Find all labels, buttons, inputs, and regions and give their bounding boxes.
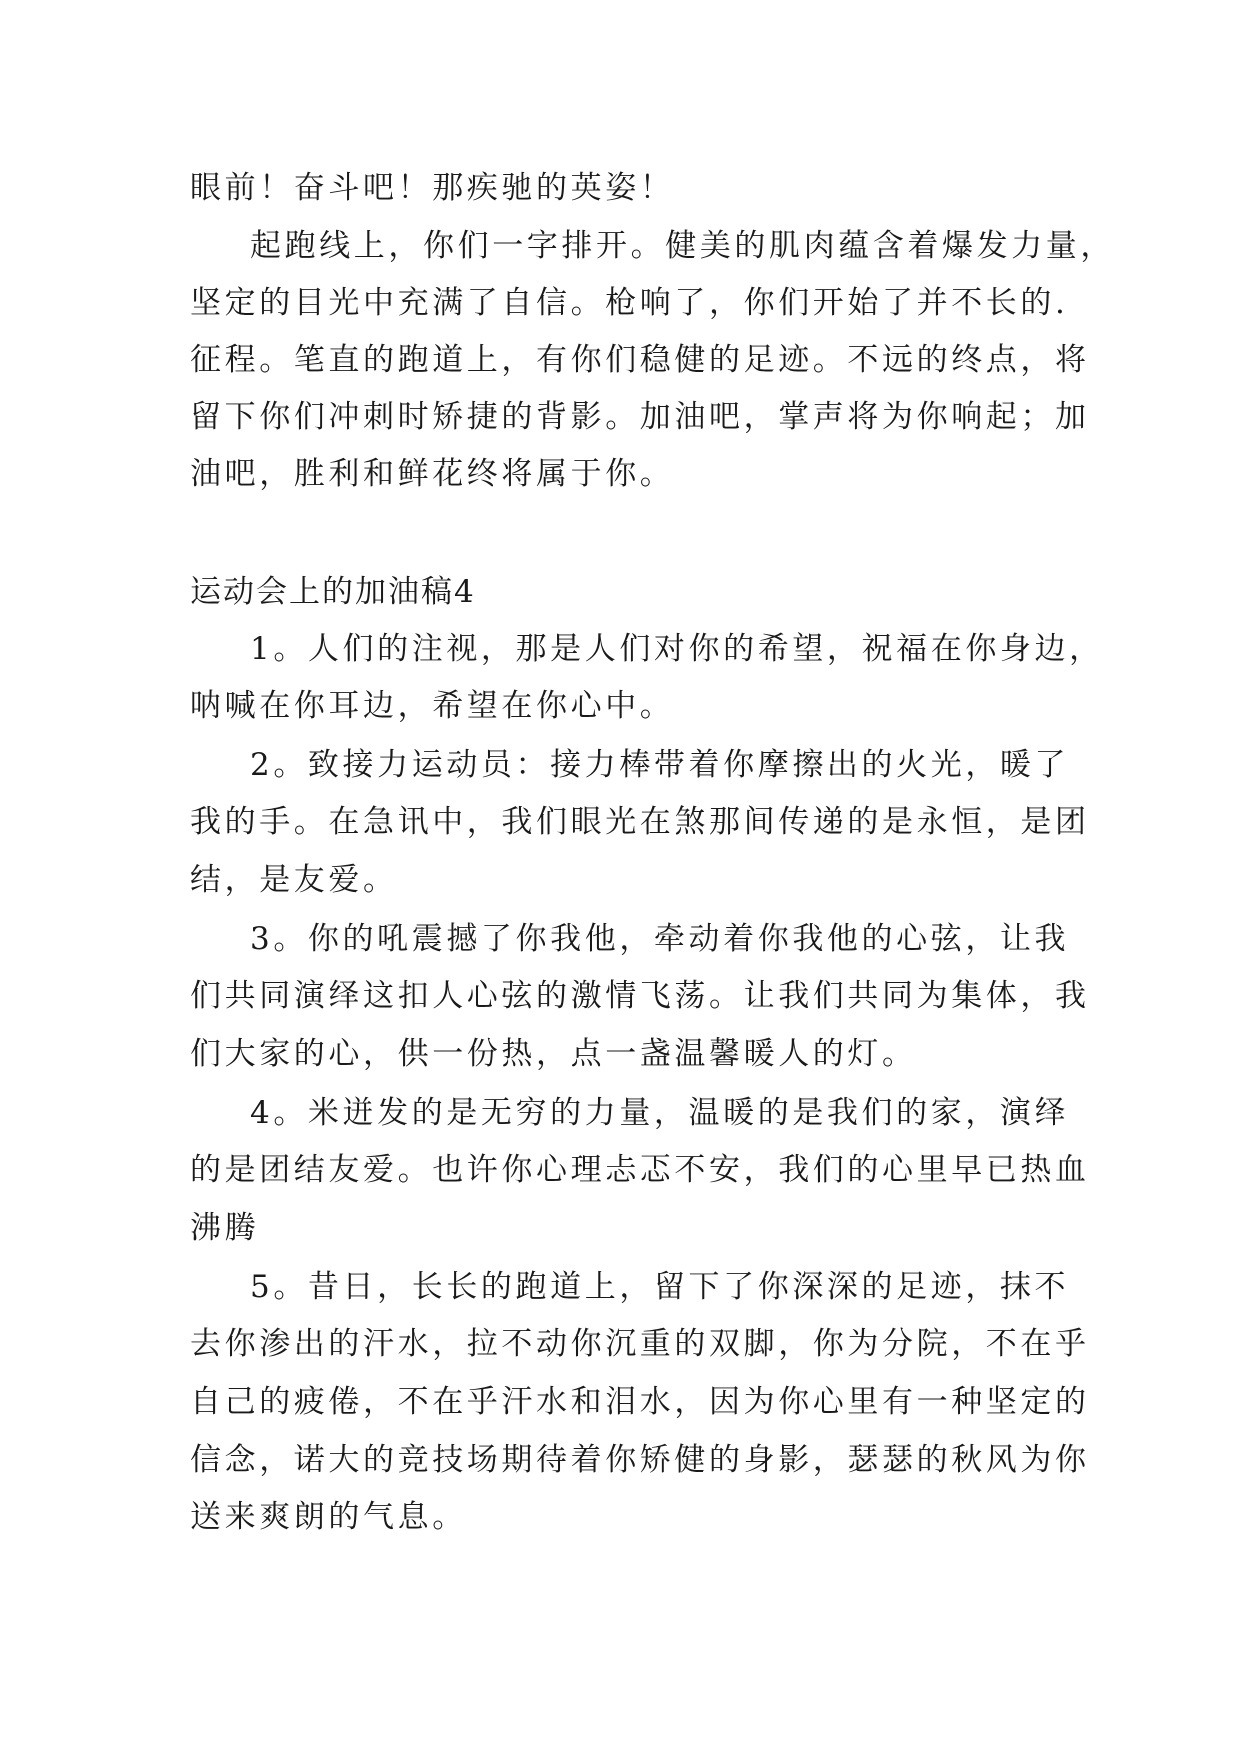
text-line: 油吧，胜利和鲜花终将属于你。 — [190, 456, 675, 492]
text-line: 起跑线上，你们一字排开。健美的肌肉蕴含着爆发力量， — [250, 228, 1115, 264]
text-line: 我的手。在急讯中，我们眼光在煞那间传递的是永恒，是团 — [190, 804, 1090, 840]
text-line: 的是团结友爱。也许你心理忐忑不安，我们的心里早已热血 — [190, 1152, 1090, 1188]
text-line: 留下你们冲刺时矫捷的背影。加油吧，掌声将为你响起；加 — [190, 399, 1090, 435]
text-line: 眼前！奋斗吧！那疾驰的英姿！ — [190, 170, 675, 206]
text-line: 征程。笔直的跑道上，有你们稳健的足迹。不远的终点，将 — [190, 342, 1090, 378]
text-line: 呐喊在你耳边，希望在你心中。 — [190, 688, 675, 724]
text-line: 沸腾 — [190, 1210, 260, 1246]
text-line: 3。你的吼震撼了你我他，牵动着你我他的心弦，让我 — [250, 921, 1070, 957]
text-line: 2。致接力运动员：接力棒带着你摩擦出的火光，暖了 — [250, 747, 1070, 783]
text-line: 去你渗出的汗水，拉不动你沉重的双脚，你为分院，不在乎 — [190, 1326, 1090, 1362]
text-line: 5。昔日，长长的跑道上，留下了你深深的足迹，抹不 — [250, 1269, 1070, 1305]
text-line: 们共同演绎这扣人心弦的激情飞荡。让我们共同为集体，我 — [190, 978, 1090, 1014]
text-line: 4。米迸发的是无穷的力量，温暖的是我们的家，演绎 — [250, 1095, 1070, 1131]
text-line: 们大家的心，供一份热，点一盏温馨暖人的灯。 — [190, 1036, 917, 1072]
text-line: 结，是友爱。 — [190, 862, 398, 898]
text-line: 坚定的目光中充满了自信。枪响了，你们开始了并不长的. — [190, 285, 1069, 321]
text-line: 信念，诺大的竞技场期待着你矫健的身影，瑟瑟的秋风为你 — [190, 1442, 1090, 1478]
section-heading: 运动会上的加油稿4 — [190, 574, 476, 610]
text-line: 送来爽朗的气息。 — [190, 1499, 467, 1535]
text-line: 自己的疲倦，不在乎汗水和泪水，因为你心里有一种坚定的 — [190, 1384, 1090, 1420]
text-line: 1。人们的注视，那是人们对你的希望，祝福在你身边， — [250, 631, 1104, 667]
